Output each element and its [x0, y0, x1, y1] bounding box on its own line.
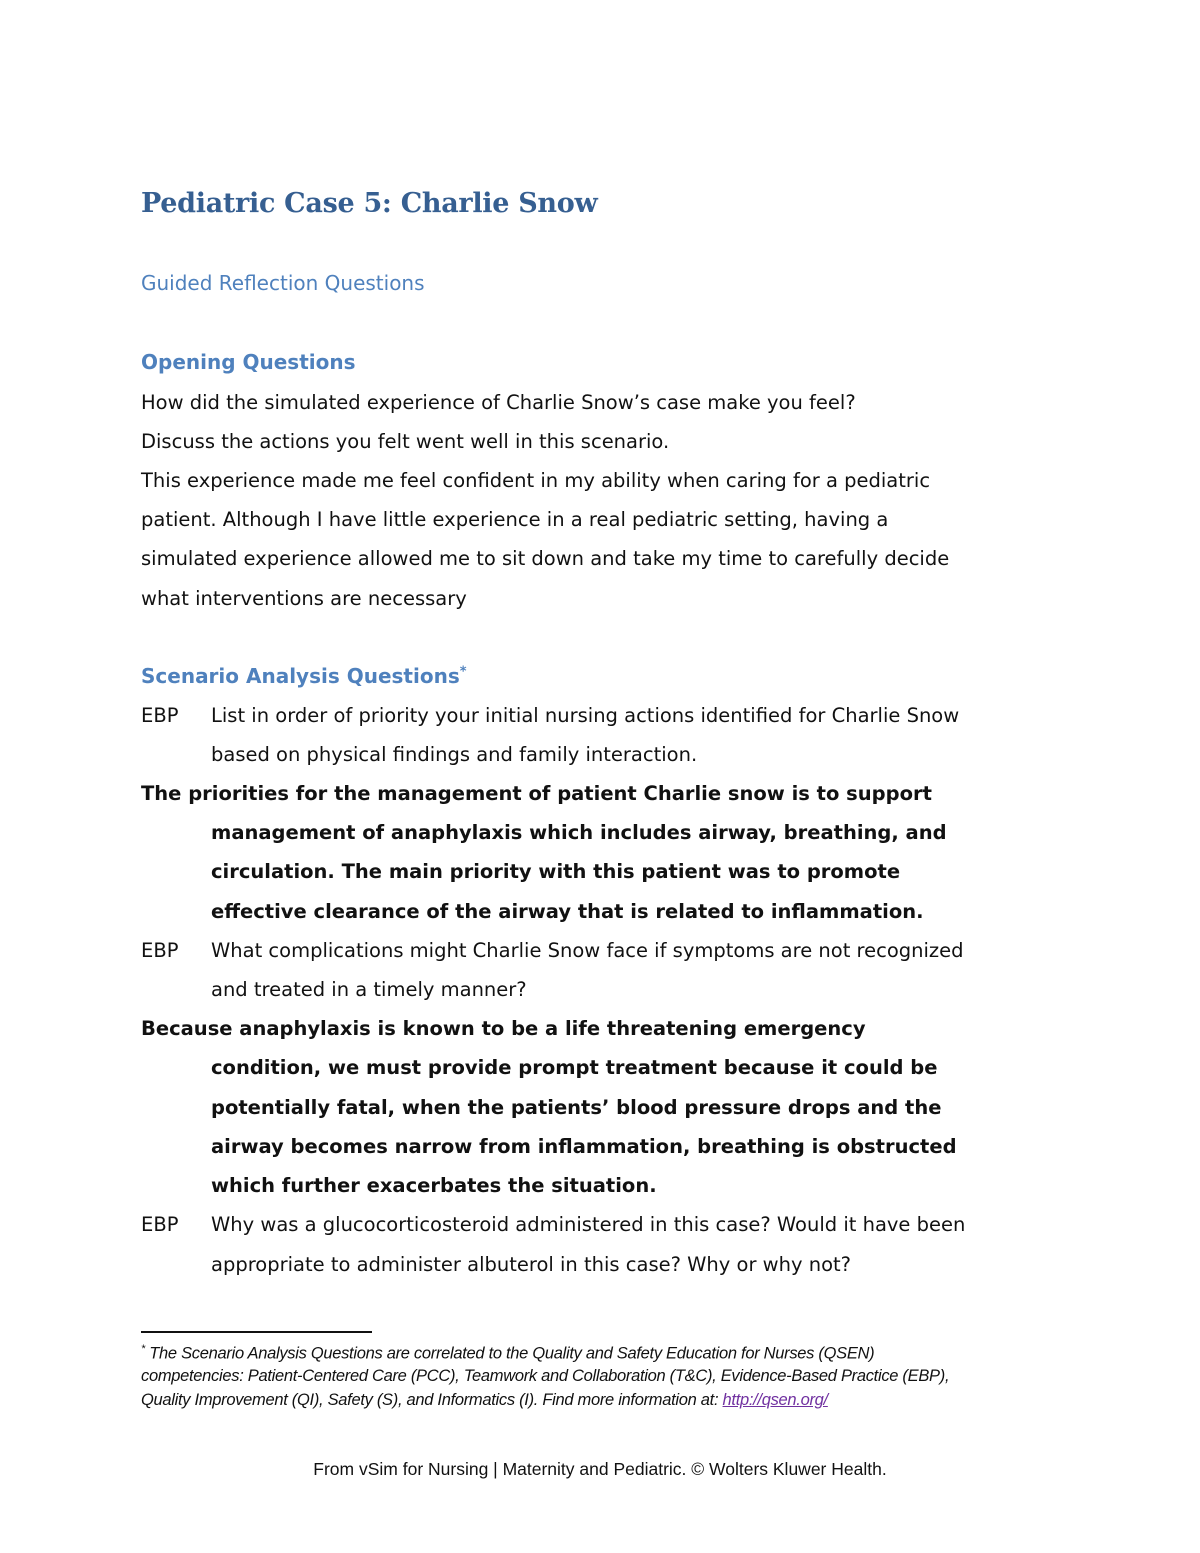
- footnote-separator: [141, 1331, 372, 1333]
- scenario-answer-1: The priorities for the management of patient Charlie snow is to support: [141, 782, 932, 805]
- footnote-line-2: competencies: Patient-Centered Care (PCC), Teamwork and Collaboration (T&C), Evidence-Based Practice (EBP),: [141, 1367, 950, 1385]
- opening-question-2: Discuss the actions you felt went well in this scenario.: [141, 430, 670, 453]
- scenario-analysis-heading: Scenario Analysis Questions*: [141, 664, 467, 688]
- footnote-reference[interactable]: *: [459, 664, 467, 680]
- scenario-answer-1-cont: circulation. The main priority with this patient was to promote: [211, 860, 901, 883]
- opening-question-1: How did the simulated experience of Charlie Snow’s case make you feel?: [141, 391, 856, 414]
- footnote-line-3: Quality Improvement (QI), Safety (S), and Informatics (I). Find more information at: http://qsen.org/: [141, 1391, 828, 1409]
- qsen-link[interactable]: http://qsen.org/: [722, 1391, 828, 1409]
- page-title: Pediatric Case 5: Charlie Snow: [141, 188, 598, 219]
- ebp-tag: EBP: [141, 704, 179, 727]
- opening-answer-line: simulated experience allowed me to sit down and take my time to carefully decide: [141, 547, 950, 570]
- opening-answer-line: This experience made me feel confident in my ability when caring for a pediatric: [141, 469, 931, 492]
- scenario-question-2-cont: and treated in a timely manner?: [211, 978, 527, 1001]
- scenario-answer-1-cont: effective clearance of the airway that is related to inflammation.: [211, 900, 924, 923]
- scenario-question-1: EBP List in order of priority your initial nursing actions identified for Charlie Snow: [141, 704, 960, 727]
- scenario-answer-1-cont: management of anaphylaxis which includes airway, breathing, and: [211, 821, 947, 844]
- scenario-answer-2: Because anaphylaxis is known to be a life threatening emergency: [141, 1017, 866, 1040]
- footnote-line-1: * The Scenario Analysis Questions are correlated to the Quality and Safety Education for Nurses (QSEN): [141, 1343, 875, 1363]
- scenario-question-3-cont: appropriate to administer albuterol in this case? Why or why not?: [211, 1253, 852, 1276]
- ebp-tag: EBP: [141, 1213, 179, 1236]
- scenario-question-1-cont: based on physical findings and family interaction.: [211, 743, 698, 766]
- scenario-answer-2-cont: which further exacerbates the situation.: [211, 1174, 657, 1197]
- opening-questions-heading: Opening Questions: [141, 350, 356, 374]
- scenario-answer-2-cont: potentially fatal, when the patients’ blood pressure drops and the: [211, 1096, 942, 1119]
- scenario-answer-2-cont: condition, we must provide prompt treatment because it could be: [211, 1056, 938, 1079]
- scenario-answer-2-cont: airway becomes narrow from inflammation, breathing is obstructed: [211, 1135, 957, 1158]
- scenario-question-3: EBP Why was a glucocorticosteroid administered in this case? Would it have been: [141, 1213, 966, 1236]
- ebp-tag: EBP: [141, 939, 179, 962]
- opening-answer-line: what interventions are necessary: [141, 587, 467, 610]
- page-footer: From vSim for Nursing | Maternity and Pediatric. © Wolters Kluwer Health.: [313, 1459, 887, 1479]
- section-subtitle: Guided Reflection Questions: [141, 271, 425, 295]
- scenario-question-2: EBP What complications might Charlie Snow face if symptoms are not recognized: [141, 939, 964, 962]
- opening-answer-line: patient. Although I have little experience in a real pediatric setting, having a: [141, 508, 889, 531]
